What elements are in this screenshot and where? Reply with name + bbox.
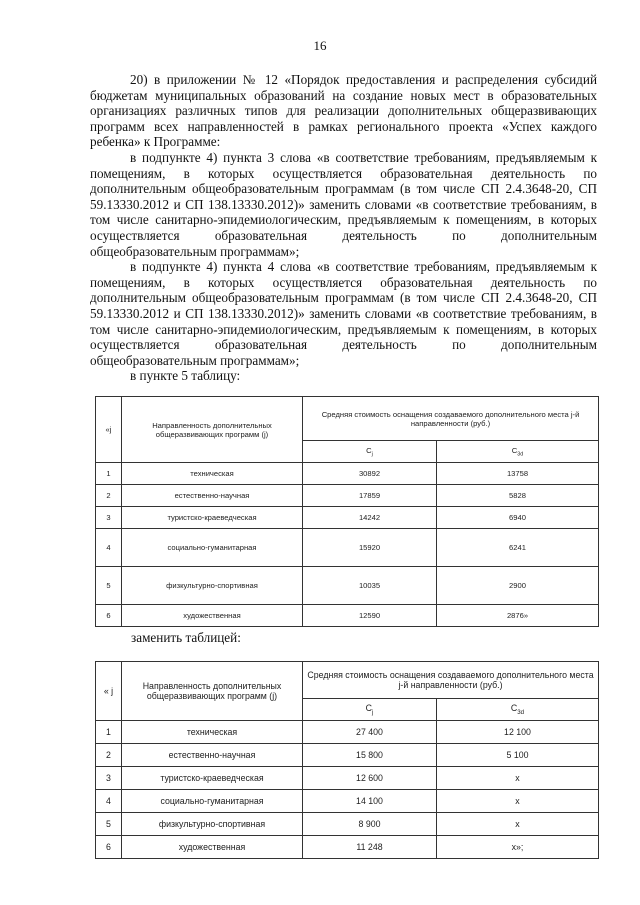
row-cost-c: 12 600	[303, 767, 437, 790]
row-cost-c3d: х	[437, 767, 599, 790]
row-num: 5	[96, 567, 122, 605]
row-num: 2	[96, 485, 122, 507]
row-cost-c: 12590	[303, 605, 437, 627]
row-num: 1	[96, 721, 122, 744]
row-direction: естественно-научная	[122, 744, 303, 767]
row-cost-c: 17859	[303, 485, 437, 507]
paragraph-point-5: в пункте 5 таблицу:	[130, 368, 241, 384]
row-num: 1	[96, 463, 122, 485]
row-num: 3	[96, 507, 122, 529]
table-row	[96, 463, 599, 485]
table-row	[96, 507, 599, 529]
row-cost-c3d: х	[437, 790, 599, 813]
row-cost-c3d: 13758	[437, 463, 599, 485]
row-cost-c: 8 900	[303, 813, 437, 836]
row-cost-c: 11 248	[303, 836, 437, 859]
table-row	[96, 605, 599, 627]
row-direction: техническая	[122, 463, 303, 485]
row-cost-c3d: 5828	[437, 485, 599, 507]
row-num: 4	[96, 790, 122, 813]
old-header-num: «j	[96, 397, 122, 463]
row-cost-c3d: 12 100	[437, 721, 599, 744]
table-row	[96, 721, 599, 744]
table-row	[96, 767, 599, 790]
row-cost-c: 30892	[303, 463, 437, 485]
row-direction: естественно-научная	[122, 485, 303, 507]
row-cost-c: 15920	[303, 529, 437, 567]
row-cost-c: 27 400	[303, 721, 437, 744]
row-num: 6	[96, 605, 122, 627]
page-number: 16	[313, 38, 327, 53]
table-row	[96, 836, 599, 859]
row-direction: социально-гуманитарная	[122, 529, 303, 567]
row-cost-c: 14 100	[303, 790, 437, 813]
table-row	[96, 567, 599, 605]
old-subheader-c: $C_j$	[303, 441, 437, 463]
row-direction: художественная	[122, 836, 303, 859]
row-num: 6	[96, 836, 122, 859]
row-direction: техническая	[122, 721, 303, 744]
row-cost-c: 15 800	[303, 744, 437, 767]
old-subheader-c3d: $C_{3d}$	[437, 441, 599, 463]
paragraph-20: 20) в приложении № 12 «Порядок предоставления и распределения субсидий бюджетам муниципальных образований на создание новых мест в образовательных организациях различных типов для реализации дополнительных общеразвивающих программ всех направленностей в рамках регионального проекта «Успех каждого ребенка» к Программе:	[90, 72, 597, 150]
row-num: 2	[96, 744, 122, 767]
row-cost-c: 14242	[303, 507, 437, 529]
row-cost-c3d: 6241	[437, 529, 599, 567]
row-direction: художественная	[122, 605, 303, 627]
new-subheader-c: $C_j$	[303, 699, 437, 721]
table-row	[96, 485, 599, 507]
new-header-direction: Направленность дополнительных общеразвивающих программ (j)	[122, 662, 303, 721]
row-cost-c3d: 6940	[437, 507, 599, 529]
new-header-cost: Средняя стоимость оснащения создаваемого дополнительного места j-й направленности (руб.)	[303, 662, 599, 699]
replace-label: заменить таблицей:	[131, 630, 241, 645]
new-header-num: « j	[96, 662, 122, 721]
row-cost-c3d: 5 100	[437, 744, 599, 767]
old-table	[95, 396, 599, 627]
row-num: 5	[96, 813, 122, 836]
old-header-cost: Средняя стоимость оснащения создаваемого дополнительного места j-й направленности (руб.)	[303, 397, 599, 441]
row-direction: физкультурно-спортивная	[122, 567, 303, 605]
row-cost-c: 10035	[303, 567, 437, 605]
row-cost-c3d: 2876»	[437, 605, 599, 627]
row-cost-c3d: х	[437, 813, 599, 836]
table-row	[96, 790, 599, 813]
row-cost-c3d: 2900	[437, 567, 599, 605]
row-direction: физкультурно-спортивная	[122, 813, 303, 836]
new-table	[95, 661, 599, 859]
new-subheader-c3d: $C_{3d}$	[437, 699, 599, 721]
row-direction: туристско-краеведческая	[122, 507, 303, 529]
row-cost-c3d: х»;	[437, 836, 599, 859]
row-num: 3	[96, 767, 122, 790]
row-num: 4	[96, 529, 122, 567]
paragraph-point-4: в подпункте 4) пункта 4 слова «в соответствие требованиям, предъявляемым к помещениям, в которых осуществляется образовательная деятельность по дополнительным общеобразовательным программам (в том числе СП 2.4.3648-20, СП 59.13330.2012 и СП 138.13330.2012)» заменить словами «в соответствие требованиям, в том числе санитарно-эпидемиологическим, предъявляемым к помещениям, в которых осуществляется образовательная деятельность по дополнительным общеобразовательным программам»;	[90, 259, 597, 368]
old-header-direction: Направленность дополнительных общеразвивающих программ (j)	[122, 397, 303, 463]
row-direction: туристско-краеведческая	[122, 767, 303, 790]
row-direction: социально-гуманитарная	[122, 790, 303, 813]
table-row	[96, 813, 599, 836]
paragraph-point-3: в подпункте 4) пункта 3 слова «в соответствие требованиям, предъявляемым к помещениям, в которых осуществляется образовательная деятельность по дополнительным общеобразовательным программам (в том числе СП 2.4.3648-20, СП 59.13330.2012 и СП 138.13330.2012)» заменить словами «в соответствие требованиям, в том числе санитарно-эпидемиологическим, предъявляемым к помещениям, в которых осуществляется образовательная деятельность по дополнительным общеобразовательным программам»;	[90, 149, 597, 259]
body-text	[90, 72, 597, 384]
table-row	[96, 529, 599, 567]
table-row	[96, 744, 599, 767]
